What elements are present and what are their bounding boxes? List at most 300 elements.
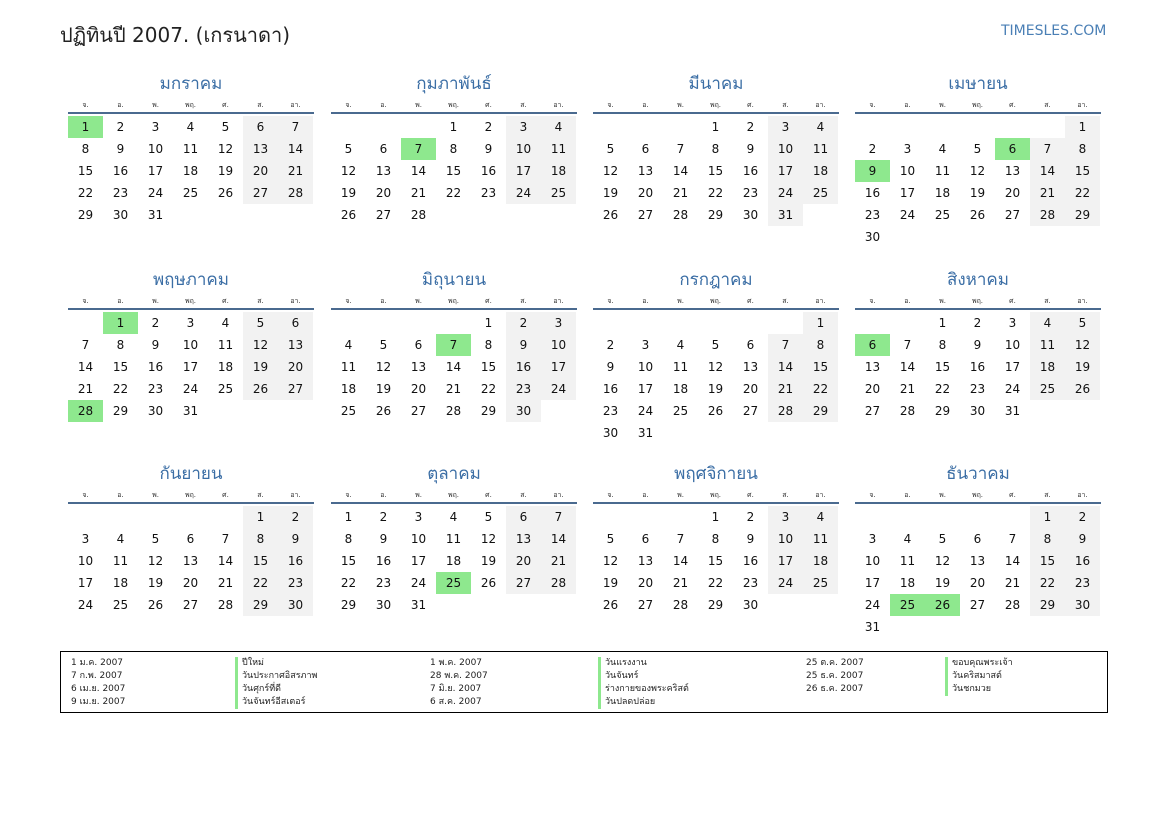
day-cell: 17: [768, 160, 803, 182]
holiday-day-cell: 7: [401, 138, 436, 160]
day-cell: 14: [541, 528, 576, 550]
day-cell: 2: [484, 120, 493, 134]
weekday-label: พฤ.: [971, 491, 984, 499]
day-cell: 23: [147, 382, 164, 396]
day-cell: 8: [938, 338, 947, 352]
weekday-label: อา.: [290, 491, 301, 499]
weekday-label: ส.: [1044, 101, 1051, 109]
weekday-label: ส.: [782, 491, 789, 499]
day-cell: 8: [484, 338, 493, 352]
day-cell: 5: [344, 142, 353, 156]
day-cell: 25: [803, 182, 838, 204]
holiday-date: 7 มิ.ย. 2007: [430, 684, 482, 694]
empty-cell: [401, 312, 436, 334]
weekday-header: [68, 488, 314, 504]
day-cell: 3: [903, 142, 912, 156]
day-cell: 2: [116, 120, 125, 134]
weekday-label: พ.: [152, 101, 159, 109]
month-2: [331, 70, 577, 226]
holiday-names-col-2: [598, 657, 689, 709]
day-cell: 16: [375, 554, 392, 568]
day-cell: 26: [147, 598, 164, 612]
day-cell: 17: [410, 554, 427, 568]
day-cell: 31: [768, 204, 803, 226]
weekday-label: อ.: [117, 297, 124, 305]
holiday-names-col-1: [235, 657, 317, 709]
month-name: มิถุนายน: [421, 270, 487, 290]
day-cell: 11: [803, 138, 838, 160]
month-name: กันยายน: [159, 464, 223, 484]
empty-cell: [68, 312, 103, 334]
day-cell: 6: [641, 532, 650, 546]
day-cell: 28: [445, 404, 462, 418]
day-cell: 16: [112, 164, 129, 178]
day-cell: 17: [147, 164, 164, 178]
weekday-label: อา.: [815, 491, 826, 499]
day-cell: 3: [641, 338, 650, 352]
holiday-name: วันปลดปล่อย: [598, 696, 689, 709]
holiday-name: วันแรงงาน: [598, 657, 689, 670]
day-cell: 2: [506, 312, 541, 334]
day-cell: 29: [707, 208, 724, 222]
day-cell: 26: [217, 186, 234, 200]
day-cell: 25: [934, 208, 951, 222]
site-link[interactable]: TIMESLES.COM: [1001, 23, 1107, 39]
empty-cell: [366, 312, 401, 334]
month-1: [68, 70, 314, 226]
day-cell: 28: [768, 400, 803, 422]
day-cell: 20: [182, 576, 199, 590]
day-cell: 27: [278, 378, 313, 400]
day-cell: 11: [340, 360, 357, 374]
weekday-label: ส.: [257, 491, 264, 499]
weekday-label: อา.: [815, 297, 826, 305]
day-cell: 29: [707, 598, 724, 612]
weekday-label: อา.: [290, 297, 301, 305]
holiday-name: วันคริสมาสต์: [945, 670, 1013, 683]
day-cell: 27: [637, 208, 654, 222]
empty-cell: [366, 116, 401, 138]
day-cell: 12: [602, 554, 619, 568]
day-cell: 8: [116, 338, 125, 352]
day-cell: 16: [742, 554, 759, 568]
day-cell: 28: [541, 572, 576, 594]
holiday-day-cell: 1: [68, 116, 103, 138]
weekday-header: [331, 98, 577, 114]
day-cell: 6: [278, 312, 313, 334]
empty-cell: [925, 116, 960, 138]
month-11: [593, 460, 839, 616]
holiday-date: 6 เม.ย. 2007: [71, 684, 126, 694]
day-cell: 19: [243, 356, 278, 378]
day-cell: 27: [506, 572, 541, 594]
holiday-name: ร่างกายของพระคริสต์: [598, 683, 689, 696]
month-5: [68, 266, 314, 422]
holiday-dates-col-2: [430, 657, 488, 709]
weekday-label: อ.: [380, 491, 387, 499]
weekday-label: อา.: [1077, 297, 1088, 305]
day-cell: 1: [344, 510, 353, 524]
weekday-label: พ.: [677, 297, 684, 305]
holiday-name: วันจันทร์อีสเตอร์: [235, 696, 317, 709]
day-cell: 17: [1004, 360, 1021, 374]
day-cell: 8: [1065, 138, 1100, 160]
day-cell: 12: [969, 164, 986, 178]
day-cell: 12: [243, 334, 278, 356]
weekday-label: พ.: [152, 297, 159, 305]
day-cell: 24: [1004, 382, 1021, 396]
day-cell: 11: [1030, 334, 1065, 356]
day-cell: 28: [217, 598, 234, 612]
day-cell: 28: [899, 404, 916, 418]
day-cell: 18: [445, 554, 462, 568]
weekday-header: [593, 98, 839, 114]
day-cell: 31: [147, 208, 164, 222]
weekday-label: จ.: [607, 297, 614, 305]
day-cell: 9: [484, 142, 493, 156]
day-cell: 6: [973, 532, 982, 546]
holiday-day-cell: 26: [925, 594, 960, 616]
day-cell: 23: [969, 382, 986, 396]
day-cell: 21: [768, 378, 803, 400]
day-cell: 30: [602, 426, 619, 440]
day-cell: 28: [672, 598, 689, 612]
day-cell: 18: [112, 576, 129, 590]
weekday-label: ส.: [1044, 297, 1051, 305]
day-cell: 6: [414, 338, 423, 352]
day-cell: 16: [278, 550, 313, 572]
day-cell: 10: [768, 138, 803, 160]
day-cell: 27: [969, 598, 986, 612]
day-cell: 22: [480, 382, 497, 396]
empty-cell: [628, 506, 663, 528]
holiday-dates-col-1: [71, 657, 125, 709]
day-cell: 15: [243, 550, 278, 572]
holiday-date: 6 ส.ค. 2007: [430, 697, 482, 707]
day-cell: 29: [480, 404, 497, 418]
day-cell: 29: [803, 400, 838, 422]
holiday-date: 1 ม.ค. 2007: [71, 658, 124, 668]
day-grid: [331, 504, 577, 616]
holiday-dates-col-3: [806, 657, 864, 696]
day-cell: 20: [243, 160, 278, 182]
day-cell: 3: [151, 120, 160, 134]
empty-cell: [890, 312, 925, 334]
day-grid: [68, 114, 314, 226]
day-cell: 8: [803, 334, 838, 356]
day-cell: 27: [243, 182, 278, 204]
day-cell: 10: [147, 142, 164, 156]
holiday-date: 28 พ.ค. 2007: [430, 671, 488, 681]
day-cell: 18: [1030, 356, 1065, 378]
day-cell: 12: [147, 554, 164, 568]
day-cell: 25: [672, 404, 689, 418]
month-3: [593, 70, 839, 226]
day-cell: 17: [541, 356, 576, 378]
weekday-label: อา.: [553, 101, 564, 109]
weekday-label: จ.: [607, 491, 614, 499]
day-cell: 7: [903, 338, 912, 352]
day-cell: 7: [768, 334, 803, 356]
day-cell: 22: [445, 186, 462, 200]
day-cell: 16: [480, 164, 497, 178]
day-cell: 28: [672, 208, 689, 222]
day-cell: 28: [1030, 204, 1065, 226]
day-cell: 20: [506, 550, 541, 572]
day-cell: 1: [243, 506, 278, 528]
day-cell: 7: [541, 506, 576, 528]
day-cell: 4: [541, 116, 576, 138]
holiday-date: 7 ก.พ. 2007: [71, 671, 123, 681]
day-cell: 27: [375, 208, 392, 222]
day-cell: 10: [182, 338, 199, 352]
day-cell: 6: [506, 506, 541, 528]
day-cell: 7: [1030, 138, 1065, 160]
day-cell: 12: [602, 164, 619, 178]
day-cell: 18: [672, 382, 689, 396]
day-cell: 16: [864, 186, 881, 200]
day-cell: 6: [186, 532, 195, 546]
day-cell: 2: [746, 120, 755, 134]
empty-cell: [995, 116, 1030, 138]
day-cell: 4: [676, 338, 685, 352]
day-cell: 26: [340, 208, 357, 222]
empty-cell: [855, 506, 890, 528]
day-cell: 19: [340, 186, 357, 200]
day-grid: [331, 114, 577, 226]
day-cell: 19: [1065, 356, 1100, 378]
month-name: ธันวาคม: [946, 464, 1010, 484]
day-cell: 14: [899, 360, 916, 374]
day-cell: 26: [243, 378, 278, 400]
day-cell: 29: [112, 404, 129, 418]
day-cell: 31: [1004, 404, 1021, 418]
day-grid: [855, 504, 1101, 638]
day-cell: 19: [602, 186, 619, 200]
day-cell: 2: [151, 316, 160, 330]
weekday-label: อา.: [290, 101, 301, 109]
empty-cell: [890, 116, 925, 138]
holiday-list: [60, 651, 1108, 713]
day-cell: 21: [278, 160, 313, 182]
day-cell: 5: [151, 532, 160, 546]
day-cell: 11: [445, 532, 462, 546]
month-name: พฤศจิกายน: [674, 464, 758, 484]
day-cell: 20: [410, 382, 427, 396]
day-cell: 14: [768, 356, 803, 378]
month-12: [855, 460, 1101, 638]
day-cell: 23: [602, 404, 619, 418]
holiday-day-cell: 6: [855, 334, 890, 356]
day-cell: 7: [676, 142, 685, 156]
weekday-label: ศ.: [747, 491, 754, 499]
day-cell: 9: [1065, 528, 1100, 550]
day-cell: 7: [1008, 532, 1017, 546]
weekday-header: [593, 488, 839, 504]
day-cell: 9: [746, 532, 755, 546]
empty-cell: [208, 506, 243, 528]
day-cell: 2: [868, 142, 877, 156]
day-cell: 24: [768, 572, 803, 594]
day-cell: 9: [379, 532, 388, 546]
empty-cell: [138, 506, 173, 528]
day-cell: 23: [742, 186, 759, 200]
holiday-date: 25 ต.ค. 2007: [806, 658, 864, 668]
day-cell: 24: [506, 182, 541, 204]
empty-cell: [401, 116, 436, 138]
day-cell: 22: [1065, 182, 1100, 204]
holiday-day-cell: 1: [103, 312, 138, 334]
day-cell: 21: [899, 382, 916, 396]
day-cell: 15: [1065, 160, 1100, 182]
weekday-label: ส.: [257, 101, 264, 109]
day-cell: 17: [768, 550, 803, 572]
weekday-label: จ.: [82, 491, 89, 499]
weekday-label: อ.: [380, 297, 387, 305]
empty-cell: [331, 116, 366, 138]
day-cell: 11: [112, 554, 129, 568]
empty-cell: [768, 312, 803, 334]
day-cell: 10: [899, 164, 916, 178]
holiday-date: 9 เม.ย. 2007: [71, 697, 126, 707]
weekday-label: พ.: [939, 297, 946, 305]
weekday-label: อ.: [904, 297, 911, 305]
day-cell: 23: [864, 208, 881, 222]
day-cell: 12: [217, 142, 234, 156]
day-cell: 9: [973, 338, 982, 352]
day-cell: 9: [746, 142, 755, 156]
weekday-label: พฤ.: [971, 101, 984, 109]
day-cell: 20: [637, 576, 654, 590]
weekday-header: [331, 294, 577, 310]
day-cell: 27: [1004, 208, 1021, 222]
day-grid: [68, 310, 314, 422]
day-cell: 19: [707, 382, 724, 396]
day-cell: 30: [147, 404, 164, 418]
day-cell: 10: [506, 138, 541, 160]
day-grid: [855, 310, 1101, 422]
day-cell: 5: [243, 312, 278, 334]
weekday-label: อ.: [642, 491, 649, 499]
day-cell: 9: [506, 334, 541, 356]
day-cell: 17: [77, 576, 94, 590]
day-cell: 25: [1030, 378, 1065, 400]
day-cell: 1: [1065, 116, 1100, 138]
holiday-date: 25 ธ.ค. 2007: [806, 671, 864, 681]
empty-cell: [1030, 116, 1065, 138]
day-cell: 22: [77, 186, 94, 200]
day-cell: 26: [375, 404, 392, 418]
day-cell: 24: [637, 404, 654, 418]
weekday-label: อ.: [117, 491, 124, 499]
weekday-header: [855, 488, 1101, 504]
day-cell: 21: [1004, 576, 1021, 590]
day-cell: 20: [637, 186, 654, 200]
day-cell: 3: [868, 532, 877, 546]
day-cell: 2: [973, 316, 982, 330]
day-cell: 23: [480, 186, 497, 200]
day-cell: 20: [1004, 186, 1021, 200]
day-cell: 19: [602, 576, 619, 590]
weekday-label: อ.: [642, 101, 649, 109]
month-name: กรกฎาคม: [679, 270, 753, 290]
day-cell: 31: [182, 404, 199, 418]
day-cell: 27: [742, 404, 759, 418]
weekday-label: ศ.: [1009, 101, 1016, 109]
weekday-label: จ.: [345, 491, 352, 499]
day-cell: 22: [112, 382, 129, 396]
holiday-date: 1 พ.ค. 2007: [430, 658, 483, 668]
day-cell: 17: [637, 382, 654, 396]
day-cell: 14: [410, 164, 427, 178]
weekday-label: พฤ.: [971, 297, 984, 305]
day-cell: 14: [217, 554, 234, 568]
day-cell: 7: [278, 116, 313, 138]
month-name: สิงหาคม: [946, 270, 1009, 290]
day-cell: 23: [112, 186, 129, 200]
day-cell: 13: [375, 164, 392, 178]
day-cell: 22: [934, 382, 951, 396]
day-cell: 2: [379, 510, 388, 524]
day-cell: 12: [934, 554, 951, 568]
day-cell: 15: [707, 164, 724, 178]
day-cell: 31: [864, 620, 881, 634]
weekday-label: ศ.: [1009, 491, 1016, 499]
day-cell: 9: [278, 528, 313, 550]
weekday-label: อ.: [380, 101, 387, 109]
month-name: มีนาคม: [688, 74, 744, 94]
weekday-label: อ.: [642, 297, 649, 305]
day-cell: 3: [81, 532, 90, 546]
weekday-label: พฤ.: [709, 491, 722, 499]
weekday-label: พฤ.: [184, 297, 197, 305]
weekday-label: อา.: [553, 297, 564, 305]
day-cell: 25: [182, 186, 199, 200]
month-name: มกราคม: [159, 74, 223, 94]
weekday-label: ศ.: [485, 491, 492, 499]
day-cell: 6: [379, 142, 388, 156]
day-cell: 15: [77, 164, 94, 178]
day-grid: [593, 310, 839, 444]
day-cell: 15: [803, 356, 838, 378]
day-cell: 24: [864, 598, 881, 612]
day-cell: 14: [77, 360, 94, 374]
weekday-label: พ.: [677, 491, 684, 499]
weekday-label: พฤ.: [184, 491, 197, 499]
weekday-label: ส.: [520, 491, 527, 499]
day-cell: 13: [506, 528, 541, 550]
weekday-label: ส.: [520, 101, 527, 109]
day-cell: 28: [1004, 598, 1021, 612]
day-cell: 4: [116, 532, 125, 546]
empty-cell: [593, 312, 628, 334]
day-cell: 18: [541, 160, 576, 182]
day-cell: 2: [746, 510, 755, 524]
day-cell: 10: [768, 528, 803, 550]
day-cell: 13: [1004, 164, 1021, 178]
weekday-label: พฤ.: [447, 297, 460, 305]
day-cell: 11: [934, 164, 951, 178]
day-cell: 19: [147, 576, 164, 590]
holiday-names-col-3: [945, 657, 1013, 696]
month-7: [593, 266, 839, 444]
day-cell: 20: [375, 186, 392, 200]
day-cell: 12: [1065, 334, 1100, 356]
day-cell: 29: [77, 208, 94, 222]
empty-cell: [960, 506, 995, 528]
day-cell: 20: [969, 576, 986, 590]
day-cell: 30: [1065, 594, 1100, 616]
